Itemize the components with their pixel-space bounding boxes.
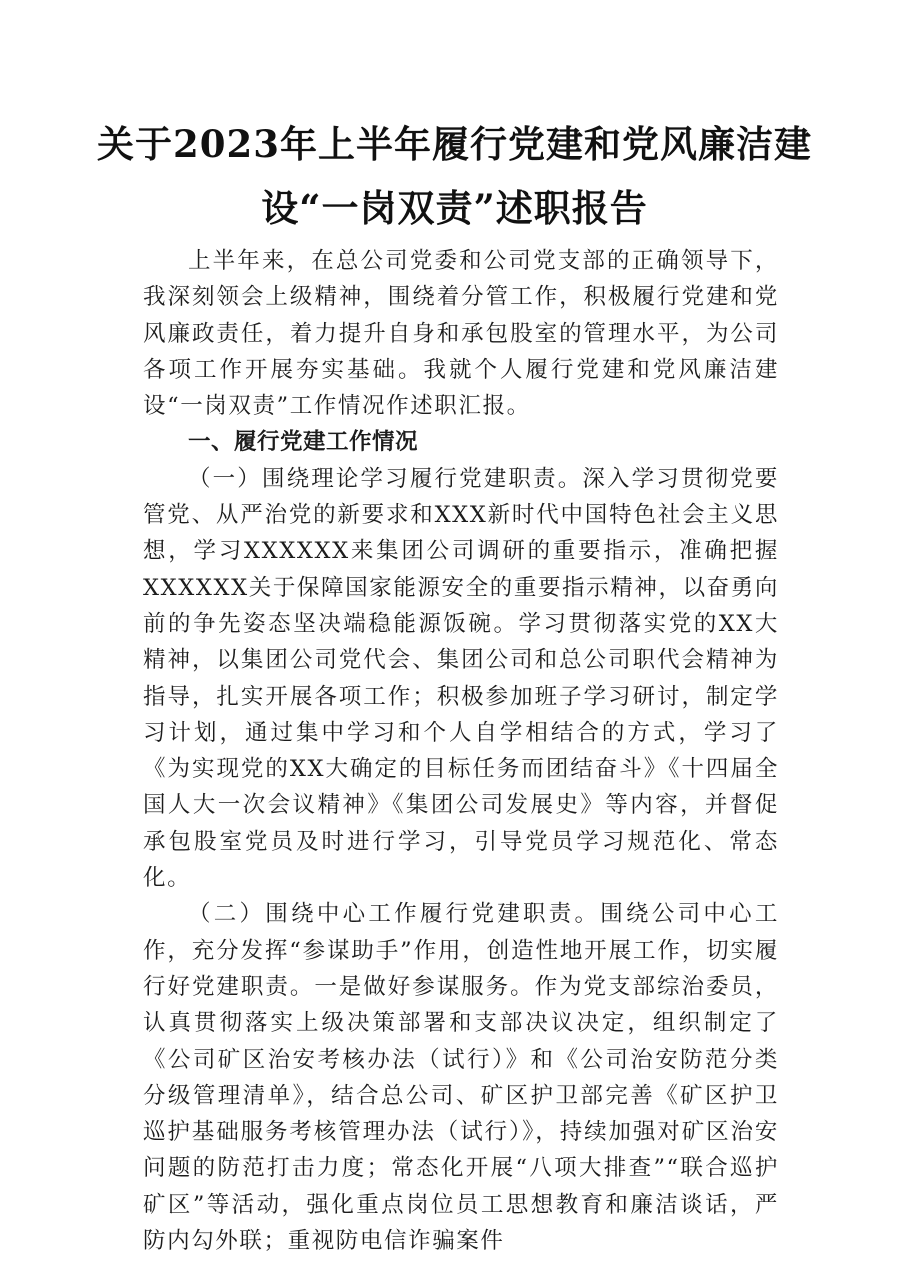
intro-paragraph: 上半年来，在总公司党委和公司党支部的正确领导下，我深刻领会上级精神，围绕着分管工作，积极履行党建和党风廉政责任，着力提升自身和承包股室的管理水平，为公司各项工作开展夯实基础。我就个人履行党建和党风廉洁建设“一岗双责”工作情况作述职汇报。 bbox=[143, 248, 779, 420]
document-body bbox=[143, 243, 779, 1259]
body-paragraph: （一）围绕理论学习履行党建职责。深入学习贯彻党要管党、从严治党的新要求和XXX新时代中国特色社会主义思想，学习XXXXXX来集团公司调研的重要指示，准确把握XXXXXX关于保障国家能源安全的重要指示精神，以奋勇向前的争先姿态坚决端稳能源饭碗。学习贯彻落实党的XX大精神，以集团公司党代会、集团公司和总公司职代会精神为指导，扎实开展各项工作；积极参加班子学习研讨，制定学习计划，通过集中学习和个人自学相结合的方式，学习了《为实现党的XX大确定的目标任务而团结奋斗》《十四届全国人大一次会议精神》《集团公司发展史》等内容，并督促承包股室党员及时进行学习，引导党员学习规范化、常态化。 bbox=[143, 465, 779, 892]
section-heading: 一、履行党建工作情况 bbox=[188, 429, 419, 456]
document-title-line-1: 关于2023年上半年履行党建和党风廉洁建 bbox=[97, 122, 812, 166]
document-title-line-2: 设“一岗双责”述职报告 bbox=[261, 186, 648, 230]
body-paragraph: （二）围绕中心工作履行党建职责。围绕公司中心工作，充分发挥“参谋助手”作用，创造性地开展工作，切实履行好党建职责。一是做好参谋服务。作为党支部综治委员，认真贯彻落实上级决策部署和支部决议决定，组织制定了《公司矿区治安考核办法（试行）》和《公司治安防范分类分级管理清单》，结合总公司、矿区护卫部完善《矿区护卫巡护基础服务考核管理办法（试行）》，持续加强对矿区治安问题的防范打击力度；常态化开展“八项大排查”“联合巡护矿区”等活动，强化重点岗位员工思想教育和廉洁谈话，严防内勾外联；重视防电信诈骗案件 bbox=[143, 901, 779, 1255]
